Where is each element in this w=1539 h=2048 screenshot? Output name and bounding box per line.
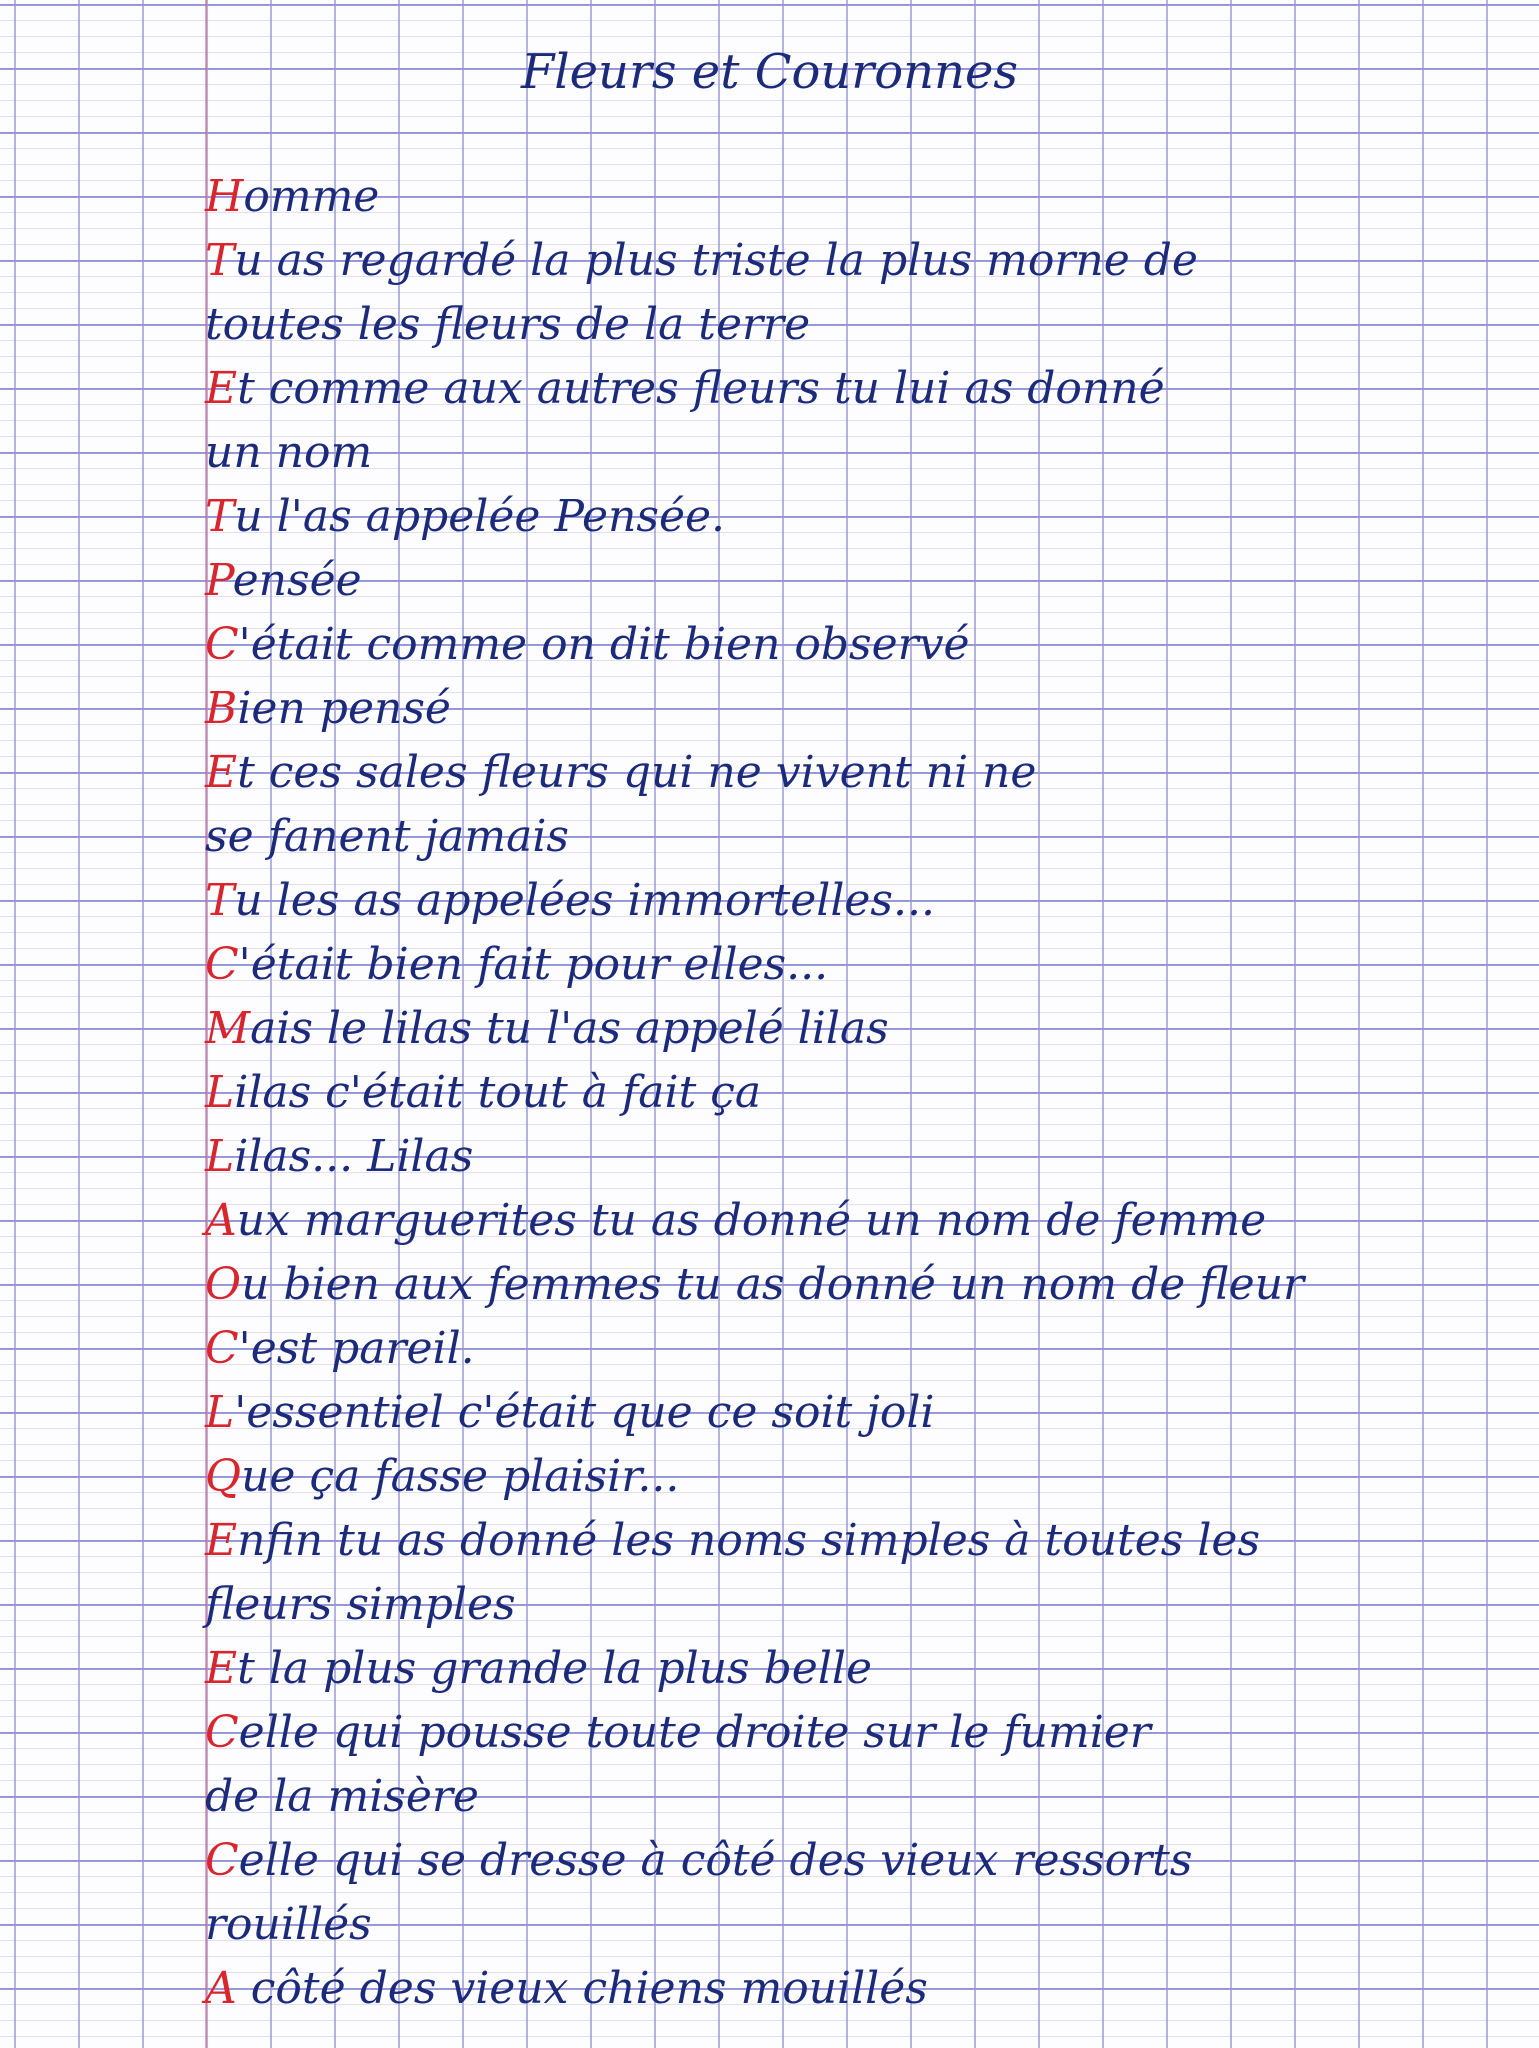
line-text: toutes les fleurs de la terre: [205, 299, 811, 350]
initial-letter: O: [205, 1259, 242, 1310]
poem-line: [205, 1829, 1505, 1893]
poem-line: [205, 613, 1505, 677]
poem-line: [205, 933, 1505, 997]
line-text: ilas... Lilas: [234, 1131, 474, 1182]
initial-letter: E: [205, 1515, 238, 1566]
poem-line: [205, 1957, 1505, 2021]
line-text: t la plus grande la plus belle: [237, 1643, 873, 1694]
poem-line: [205, 357, 1505, 421]
line-text: ux marguerites tu as donné un nom de femme: [236, 1195, 1267, 1246]
poem-line: [205, 677, 1505, 741]
poem-line: [205, 1765, 1505, 1829]
initial-letter: A: [205, 1963, 237, 2014]
initial-letter: T: [205, 491, 235, 542]
poem-line: [205, 805, 1505, 869]
poem-line: [205, 1637, 1505, 1701]
poem-line: [205, 1253, 1505, 1317]
line-text: ilas c'était tout à fait ça: [234, 1067, 762, 1118]
line-text: t comme aux autres fleurs tu lui as donné: [237, 363, 1165, 414]
poem-line: [205, 1189, 1505, 1253]
line-text: ue ça fasse plaisir...: [241, 1451, 680, 1502]
line-text: 'est pareil.: [238, 1323, 475, 1374]
initial-letter: C: [205, 939, 239, 990]
initial-letter: E: [205, 1643, 238, 1694]
poem-line: [205, 997, 1505, 1061]
line-text: elle qui se dresse à côté des vieux ressorts: [238, 1835, 1193, 1886]
line-text: u as regardé la plus triste la plus morne de: [234, 235, 1198, 286]
initial-letter: E: [205, 363, 238, 414]
initial-letter: Q: [205, 1451, 242, 1502]
initial-letter: L: [205, 1387, 235, 1438]
initial-letter: E: [205, 747, 238, 798]
line-text: un nom: [205, 427, 373, 478]
initial-letter: L: [205, 1067, 235, 1118]
line-text: côté des vieux chiens mouillés: [236, 1963, 928, 2014]
line-text: 'était comme on dit bien observé: [238, 619, 970, 670]
initial-letter: T: [205, 235, 235, 286]
poem-line: [205, 1445, 1505, 1509]
line-text: u l'as appelée Pensée.: [234, 491, 726, 542]
initial-letter: C: [205, 1707, 239, 1758]
initial-letter: C: [205, 619, 239, 670]
poem-line: [205, 1509, 1505, 1573]
initial-letter: A: [205, 1195, 237, 1246]
poem-line: [205, 741, 1505, 805]
line-text: ensée: [232, 555, 362, 606]
line-text: ien pensé: [237, 683, 451, 734]
poem-text: [205, 165, 1505, 2021]
line-text: fleurs simples: [205, 1579, 516, 1630]
line-text: nfin tu as donné les noms simples à toutes les: [237, 1515, 1261, 1566]
line-text: rouillés: [205, 1899, 372, 1950]
initial-letter: C: [205, 1835, 239, 1886]
poem-line: [205, 869, 1505, 933]
initial-letter: P: [205, 555, 233, 606]
poem-line: [205, 421, 1505, 485]
poem-line: [205, 165, 1505, 229]
initial-letter: H: [205, 171, 244, 222]
poem-line: [205, 1061, 1505, 1125]
line-text: u les as appelées immortelles...: [234, 875, 935, 926]
line-text: elle qui pousse toute droite sur le fumier: [238, 1707, 1151, 1758]
poem-line: [205, 1381, 1505, 1445]
line-text: de la misère: [205, 1771, 479, 1822]
poem-line: [205, 1701, 1505, 1765]
line-text: u bien aux femmes tu as donné un nom de fleur: [241, 1259, 1305, 1310]
initial-letter: L: [205, 1131, 235, 1182]
poem-line: [205, 1125, 1505, 1189]
poem-line: [205, 1573, 1505, 1637]
page-title: Fleurs et Couronnes: [520, 44, 1018, 100]
poem-line: [205, 485, 1505, 549]
line-text: 'essentiel c'était que ce soit joli: [234, 1387, 935, 1438]
line-text: t ces sales fleurs qui ne vivent ni ne: [237, 747, 1037, 798]
initial-letter: B: [205, 683, 238, 734]
initial-letter: C: [205, 1323, 239, 1374]
line-text: ais le lilas tu l'as appelé lilas: [250, 1003, 889, 1054]
poem-line: [205, 293, 1505, 357]
initial-letter: T: [205, 875, 235, 926]
line-text: se fanent jamais: [205, 811, 569, 862]
line-text: 'était bien fait pour elles...: [238, 939, 829, 990]
initial-letter: M: [205, 1003, 251, 1054]
poem-line: [205, 1317, 1505, 1381]
poem-line: [205, 229, 1505, 293]
poem-line: [205, 549, 1505, 613]
line-text: omme: [243, 171, 380, 222]
poem-line: [205, 1893, 1505, 1957]
